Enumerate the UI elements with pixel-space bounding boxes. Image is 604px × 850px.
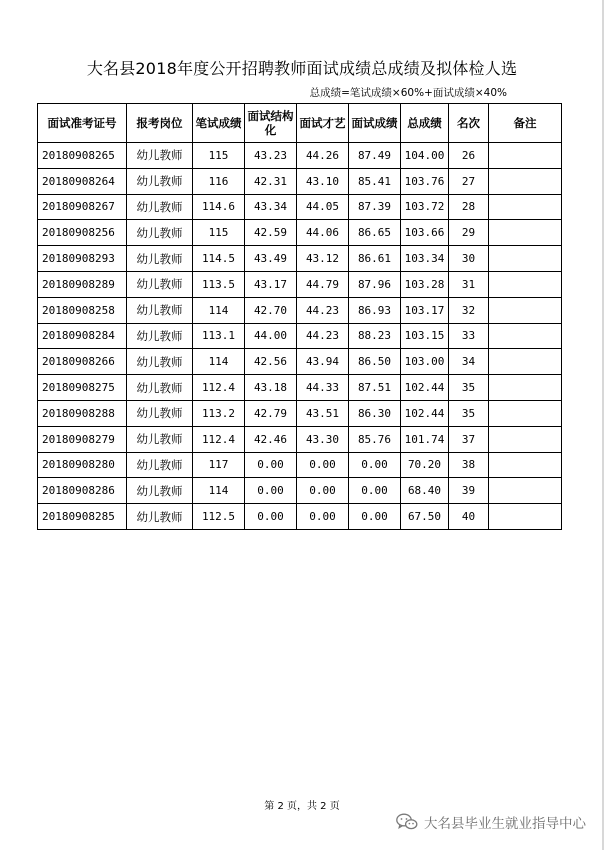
table-row xyxy=(38,375,562,401)
cell-post: 幼儿教师 xyxy=(127,478,193,504)
table-row xyxy=(38,220,562,246)
header-rank: 名次 xyxy=(449,104,489,143)
cell-structured-score: 42.79 xyxy=(245,400,297,426)
cell-exam-id: 20180908267 xyxy=(38,194,127,220)
cell-note xyxy=(489,504,562,530)
cell-note xyxy=(489,478,562,504)
cell-note xyxy=(489,323,562,349)
cell-total-score: 103.28 xyxy=(401,271,449,297)
cell-total-score: 70.20 xyxy=(401,452,449,478)
cell-exam-id: 20180908266 xyxy=(38,349,127,375)
cell-exam-id: 20180908293 xyxy=(38,246,127,272)
cell-talent-score: 44.05 xyxy=(297,194,349,220)
table-row xyxy=(38,297,562,323)
header-interview-score: 面试成绩 xyxy=(349,104,401,143)
cell-note xyxy=(489,143,562,169)
cell-rank: 26 xyxy=(449,143,489,169)
cell-structured-score: 42.56 xyxy=(245,349,297,375)
table-row xyxy=(38,168,562,194)
cell-interview-score: 86.65 xyxy=(349,220,401,246)
cell-interview-score: 85.76 xyxy=(349,426,401,452)
cell-talent-score: 43.12 xyxy=(297,246,349,272)
cell-exam-id: 20180908279 xyxy=(38,426,127,452)
cell-exam-id: 20180908286 xyxy=(38,478,127,504)
cell-post: 幼儿教师 xyxy=(127,194,193,220)
cell-exam-id: 20180908288 xyxy=(38,400,127,426)
cell-post: 幼儿教师 xyxy=(127,168,193,194)
cell-talent-score: 0.00 xyxy=(297,452,349,478)
cell-rank: 29 xyxy=(449,220,489,246)
cell-note xyxy=(489,349,562,375)
cell-rank: 33 xyxy=(449,323,489,349)
cell-structured-score: 0.00 xyxy=(245,504,297,530)
cell-talent-score: 43.94 xyxy=(297,349,349,375)
cell-structured-score: 43.23 xyxy=(245,143,297,169)
cell-total-score: 102.44 xyxy=(401,400,449,426)
cell-interview-score: 87.39 xyxy=(349,194,401,220)
cell-written-score: 117 xyxy=(193,452,245,478)
cell-written-score: 112.5 xyxy=(193,504,245,530)
cell-post: 幼儿教师 xyxy=(127,349,193,375)
cell-written-score: 114 xyxy=(193,349,245,375)
cell-structured-score: 42.59 xyxy=(245,220,297,246)
cell-interview-score: 86.30 xyxy=(349,400,401,426)
table-row xyxy=(38,426,562,452)
table-row xyxy=(38,400,562,426)
cell-talent-score: 44.79 xyxy=(297,271,349,297)
cell-exam-id: 20180908264 xyxy=(38,168,127,194)
table-row xyxy=(38,478,562,504)
cell-interview-score: 0.00 xyxy=(349,504,401,530)
cell-total-score: 103.66 xyxy=(401,220,449,246)
cell-note xyxy=(489,400,562,426)
cell-structured-score: 43.18 xyxy=(245,375,297,401)
cell-talent-score: 44.23 xyxy=(297,297,349,323)
cell-note xyxy=(489,168,562,194)
cell-written-score: 114.5 xyxy=(193,246,245,272)
table-row xyxy=(38,323,562,349)
cell-total-score: 103.00 xyxy=(401,349,449,375)
cell-talent-score: 44.26 xyxy=(297,143,349,169)
header-structured-score: 面试结构化 xyxy=(245,104,297,143)
cell-exam-id: 20180908284 xyxy=(38,323,127,349)
header-talent-score: 面试才艺 xyxy=(297,104,349,143)
table-row xyxy=(38,194,562,220)
table-row xyxy=(38,349,562,375)
cell-rank: 39 xyxy=(449,478,489,504)
cell-written-score: 112.4 xyxy=(193,375,245,401)
table-row xyxy=(38,504,562,530)
score-table xyxy=(37,103,562,530)
table-header-row xyxy=(38,104,562,143)
cell-structured-score: 43.17 xyxy=(245,271,297,297)
cell-written-score: 112.4 xyxy=(193,426,245,452)
cell-post: 幼儿教师 xyxy=(127,375,193,401)
cell-written-score: 113.2 xyxy=(193,400,245,426)
cell-interview-score: 87.49 xyxy=(349,143,401,169)
cell-talent-score: 0.00 xyxy=(297,478,349,504)
cell-written-score: 115 xyxy=(193,220,245,246)
cell-total-score: 67.50 xyxy=(401,504,449,530)
cell-exam-id: 20180908275 xyxy=(38,375,127,401)
cell-written-score: 114.6 xyxy=(193,194,245,220)
cell-note xyxy=(489,194,562,220)
page-number: 第 2 页，共 2 页 xyxy=(264,801,340,812)
cell-note xyxy=(489,452,562,478)
cell-rank: 31 xyxy=(449,271,489,297)
cell-interview-score: 88.23 xyxy=(349,323,401,349)
table-row xyxy=(38,246,562,272)
cell-exam-id: 20180908256 xyxy=(38,220,127,246)
cell-post: 幼儿教师 xyxy=(127,220,193,246)
cell-note xyxy=(489,246,562,272)
cell-structured-score: 44.00 xyxy=(245,323,297,349)
cell-talent-score: 44.23 xyxy=(297,323,349,349)
cell-note xyxy=(489,297,562,323)
document-title: 大名县2018年度公开招聘教师面试成绩总成绩及拟体检人选 xyxy=(86,59,518,78)
cell-total-score: 103.17 xyxy=(401,297,449,323)
cell-rank: 35 xyxy=(449,400,489,426)
header-post: 报考岗位 xyxy=(127,104,193,143)
cell-post: 幼儿教师 xyxy=(127,271,193,297)
table-row xyxy=(38,271,562,297)
cell-post: 幼儿教师 xyxy=(127,400,193,426)
cell-exam-id: 20180908289 xyxy=(38,271,127,297)
cell-rank: 37 xyxy=(449,426,489,452)
score-formula: 总成绩=笔试成绩×60%+面试成绩×40% xyxy=(309,87,507,99)
header-written-score: 笔试成绩 xyxy=(193,104,245,143)
cell-structured-score: 43.49 xyxy=(245,246,297,272)
table-row xyxy=(38,452,562,478)
cell-total-score: 103.34 xyxy=(401,246,449,272)
cell-structured-score: 43.34 xyxy=(245,194,297,220)
cell-written-score: 114 xyxy=(193,297,245,323)
cell-exam-id: 20180908285 xyxy=(38,504,127,530)
cell-total-score: 68.40 xyxy=(401,478,449,504)
cell-rank: 35 xyxy=(449,375,489,401)
cell-rank: 40 xyxy=(449,504,489,530)
cell-talent-score: 44.33 xyxy=(297,375,349,401)
cell-talent-score: 43.10 xyxy=(297,168,349,194)
cell-interview-score: 86.93 xyxy=(349,297,401,323)
cell-note xyxy=(489,220,562,246)
cell-rank: 34 xyxy=(449,349,489,375)
cell-total-score: 101.74 xyxy=(401,426,449,452)
cell-post: 幼儿教师 xyxy=(127,297,193,323)
cell-interview-score: 86.61 xyxy=(349,246,401,272)
cell-talent-score: 0.00 xyxy=(297,504,349,530)
table-row xyxy=(38,143,562,169)
cell-total-score: 103.15 xyxy=(401,323,449,349)
cell-post: 幼儿教师 xyxy=(127,143,193,169)
header-note: 备注 xyxy=(489,104,562,143)
cell-written-score: 116 xyxy=(193,168,245,194)
cell-rank: 27 xyxy=(449,168,489,194)
cell-interview-score: 0.00 xyxy=(349,478,401,504)
cell-talent-score: 44.06 xyxy=(297,220,349,246)
cell-total-score: 102.44 xyxy=(401,375,449,401)
cell-structured-score: 0.00 xyxy=(245,478,297,504)
header-exam-id: 面试准考证号 xyxy=(38,104,127,143)
cell-exam-id: 20180908280 xyxy=(38,452,127,478)
cell-post: 幼儿教师 xyxy=(127,426,193,452)
cell-interview-score: 0.00 xyxy=(349,452,401,478)
cell-written-score: 114 xyxy=(193,478,245,504)
cell-rank: 32 xyxy=(449,297,489,323)
cell-note xyxy=(489,426,562,452)
cell-talent-score: 43.30 xyxy=(297,426,349,452)
cell-rank: 28 xyxy=(449,194,489,220)
cell-total-score: 104.00 xyxy=(401,143,449,169)
cell-total-score: 103.76 xyxy=(401,168,449,194)
cell-post: 幼儿教师 xyxy=(127,323,193,349)
cell-structured-score: 42.46 xyxy=(245,426,297,452)
cell-interview-score: 87.51 xyxy=(349,375,401,401)
cell-interview-score: 85.41 xyxy=(349,168,401,194)
cell-rank: 30 xyxy=(449,246,489,272)
cell-structured-score: 0.00 xyxy=(245,452,297,478)
cell-written-score: 113.1 xyxy=(193,323,245,349)
cell-total-score: 103.72 xyxy=(401,194,449,220)
cell-talent-score: 43.51 xyxy=(297,400,349,426)
cell-exam-id: 20180908265 xyxy=(38,143,127,169)
cell-interview-score: 86.50 xyxy=(349,349,401,375)
cell-post: 幼儿教师 xyxy=(127,246,193,272)
cell-structured-score: 42.70 xyxy=(245,297,297,323)
cell-exam-id: 20180908258 xyxy=(38,297,127,323)
cell-post: 幼儿教师 xyxy=(127,504,193,530)
cell-note xyxy=(489,271,562,297)
cell-written-score: 113.5 xyxy=(193,271,245,297)
watermark-text: 大名县毕业生就业指导中心 xyxy=(424,816,586,832)
cell-written-score: 115 xyxy=(193,143,245,169)
cell-interview-score: 87.96 xyxy=(349,271,401,297)
header-total-score: 总成绩 xyxy=(401,104,449,143)
cell-post: 幼儿教师 xyxy=(127,452,193,478)
wechat-icon xyxy=(396,813,418,831)
cell-rank: 38 xyxy=(449,452,489,478)
cell-structured-score: 42.31 xyxy=(245,168,297,194)
cell-note xyxy=(489,375,562,401)
watermark xyxy=(396,812,586,832)
